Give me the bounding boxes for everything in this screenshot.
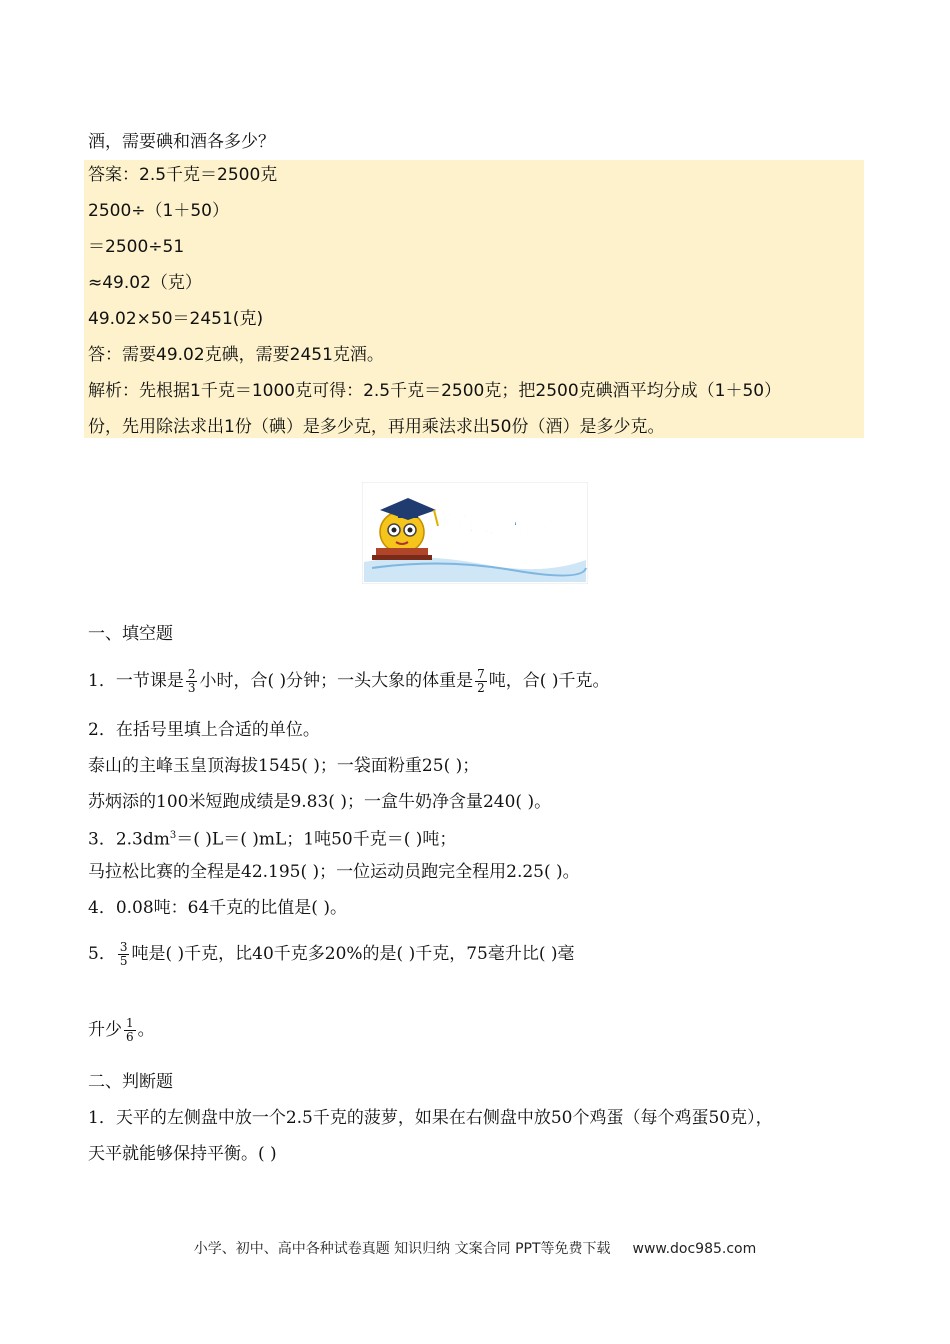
footer-url[interactable]: www.doc985.com [632, 1241, 757, 1257]
q3-text-a: 3．2.3dm [88, 829, 170, 850]
fraction: $\frac{3}{5}$ [119, 940, 128, 968]
question-3-line: 马拉松比赛的全程是42.195( )；一位运动员跑完全程用2.25( )。 [88, 862, 580, 882]
fraction: $\frac{1}{6}$ [126, 1016, 134, 1044]
judgment-question-1: 1．天平的左侧盘中放一个2.5千克的菠萝，如果在右侧盘中放50个鸡蛋（每个鸡蛋50克）， [88, 1108, 773, 1128]
q3-text-b: ＝( )L＝( )mL；1吨50千克＝( )吨； [176, 829, 457, 850]
answer-line: 49.02×50＝2451(克) [88, 309, 264, 329]
section-title-judgment: 二、判断题 [88, 1072, 173, 1092]
question-2-line: 苏炳添的100米短跑成绩是9.83( )；一盒牛奶净含量240( )。 [88, 792, 552, 812]
answer-line: 答案：2.5千克＝2500克 [88, 165, 278, 185]
analysis-line: 份，先用除法求出1份（碘）是多少克，再用乘法求出50份（酒）是多少克。 [88, 417, 665, 437]
q5-text-b: 吨是( )千克，比40千克多20%的是( )千克，75毫升比( )毫 [131, 944, 575, 964]
judgment-question-1-line: 天平就能够保持平衡。( ) [88, 1144, 277, 1164]
question-1 [88, 666, 609, 696]
question-2: 2．在括号里填上合适的单位。 [88, 720, 320, 740]
fraction: $\frac{7}{2}$ [477, 667, 485, 695]
q5-text-d: 。 [137, 1020, 155, 1040]
knowledge-practice-logo [362, 482, 588, 584]
section-title-fill-blank: 一、填空题 [88, 624, 173, 644]
question-5 [88, 936, 575, 972]
page-footer [0, 1238, 950, 1258]
q1-text-b: 小时，合( )分钟；一头大象的体重是 [199, 671, 474, 691]
answer-line: 2500÷（1＋50） [88, 201, 229, 221]
question-3 [88, 824, 456, 852]
logo-text: 知识点精练 [444, 513, 556, 538]
question-5-line [88, 1012, 155, 1048]
answer-line: ＝2500÷51 [88, 237, 185, 257]
fraction: $\frac{2}{3}$ [187, 667, 196, 695]
question-tail: 酒，需要碘和酒各多少？ [88, 132, 275, 152]
analysis-line: 解析：先根据1千克＝1000克可得：2.5千克＝2500克；把2500克碘酒平均分成（1＋50） [88, 381, 782, 401]
answer-line: ≈49.02（克） [88, 273, 202, 293]
answer-line: 答：需要49.02克碘，需要2451克酒。 [88, 345, 384, 365]
question-2-line: 泰山的主峰玉皇顶海拔1545( )；一袋面粉重25( )； [88, 756, 480, 776]
superscript: 3 [169, 830, 177, 841]
q5-text-a: 5． [88, 944, 116, 964]
question-4: 4．0.08吨：64千克的比值是( )。 [88, 898, 347, 918]
q5-text-c: 升少 [88, 1020, 122, 1040]
graduation-cap-mascot-icon [362, 482, 588, 584]
q1-text-c: 吨，合( )千克。 [488, 671, 610, 691]
q1-text-a: 1．一节课是 [88, 671, 184, 691]
footer-text: 小学、初中、高中各种试卷真题 知识归纳 文案合同 PPT等免费下载 [193, 1241, 611, 1257]
